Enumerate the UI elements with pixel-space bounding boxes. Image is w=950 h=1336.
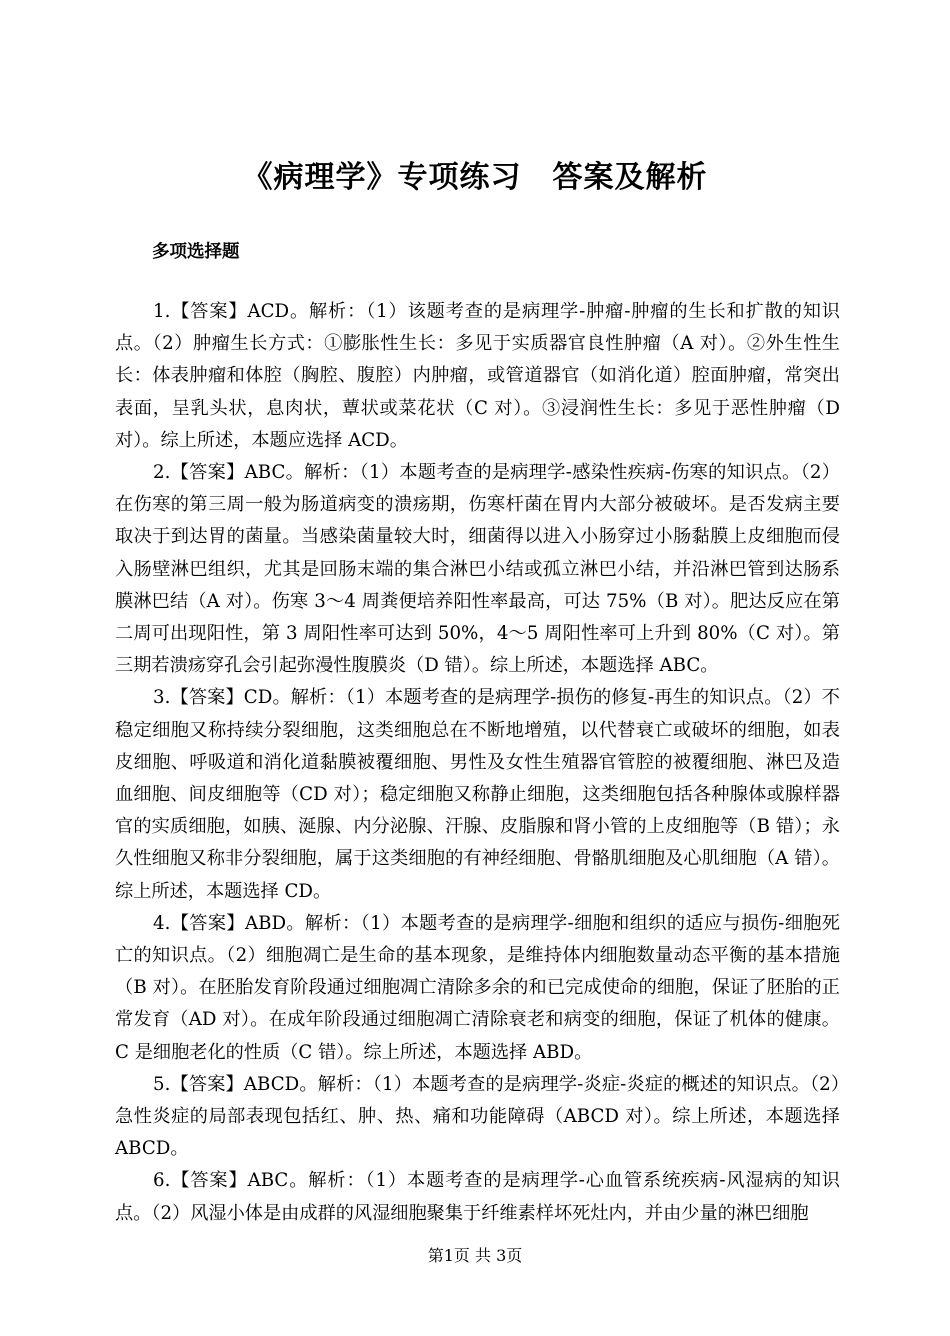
answer-paragraph-1: 1.【答案】ACD。解析：（1）该题考查的是病理学-肿瘤-肿瘤的生长和扩散的知识点。（2）肿瘤生长方式：①膨胀性生长：多见于实质器官良性肿瘤（A 对）。②外生性生长：体表肿瘤和体腔（胸腔、腹腔）内肿瘤，或管道器官（如消化道）腔面肿瘤，常突出表面，呈乳头状，息肉状，蕈状或菜花状（C 对）。③浸润性生长：多见于恶性肿瘤（D 对）。综上所述，本题应选择 ACD。 bbox=[115, 301, 840, 451]
answer-paragraph-5: 5.【答案】ABCD。解析：（1）本题考查的是病理学-炎症-炎症的概述的知识点。（2）急性炎症的局部表现包括红、肿、热、痛和功能障碍（ABCD 对）。综上所述，本题选择 ABCD。 bbox=[115, 1073, 840, 1160]
answer-paragraph-3: 3.【答案】CD。解析：（1）本题考查的是病理学-损伤的修复-再生的知识点。（2）不稳定细胞又称持续分裂细胞，这类细胞总在不断地增殖，以代替衰亡或破坏的细胞，如表皮细胞、呼吸道和消化道黏膜被覆细胞、男性及女性生殖器官管腔的被覆细胞、淋巴及造血细胞、间皮细胞等（CD 对）；稳定细胞又称静止细胞，这类细胞包括各种腺体或腺样器官的实质细胞，如胰、涎腺、内分泌腺、汗腺、皮脂腺和肾小管的上皮细胞等（B 错）；永久性细胞又称非分裂细胞，属于这类细胞的有神经细胞、骨骼肌细胞及心肌细胞（A 错）。综上所述，本题选择 CD。 bbox=[115, 687, 840, 902]
page-title: 《病理学》专项练习 答案及解析 bbox=[242, 160, 708, 195]
section-heading: 多项选择题 bbox=[152, 242, 240, 262]
answer-paragraph-6: 6.【答案】ABC。解析：（1）本题考查的是病理学-心血管系统疾病-风湿病的知识点。（2）风湿小体是由成群的风湿细胞聚集于纤维素样坏死灶内，并由少量的淋巴细胞 bbox=[115, 1170, 840, 1224]
page-footer: 第1页 共 3页 bbox=[427, 1246, 523, 1265]
answer-paragraph-4: 4.【答案】ABD。解析：（1）本题考查的是病理学-细胞和组织的适应与损伤-细胞死亡的知识点。（2）细胞凋亡是生命的基本现象，是维持体内细胞数量动态平衡的基本措施（B 对）。在胚胎发育阶段通过细胞凋亡清除多余的和已完成使命的细胞，保证了胚胎的正常发育（AD 对）。在成年阶段通过细胞凋亡清除衰老和病变的细胞，保证了机体的健康。C 是细胞老化的性质（C 错）。综上所述，本题选择 ABD。 bbox=[115, 912, 840, 1063]
answers-body bbox=[115, 296, 840, 1230]
answer-paragraph-2: 2.【答案】ABC。解析：（1）本题考查的是病理学-感染性疾病-伤寒的知识点。（2）在伤寒的第三周一般为肠道病变的溃疡期，伤寒杆菌在胃内大部分被破坏。是否发病主要取决于到达胃的菌量。当感染菌量较大时，细菌得以进入小肠穿过小肠黏膜上皮细胞而侵入肠壁淋巴组织，尤其是回肠末端的集合淋巴小结或孤立淋巴小结，并沿淋巴管到达肠系膜淋巴结（A 对）。伤寒 3～4 周粪便培养阳性率最高，可达 75%（B 对）。肥达反应在第二周可出现阳性，第 3 周阳性率可达到 50%，4～5 周阳性率可上升到 80%（C 对）。第三期若溃疡穿孔会引起弥漫性腹膜炎（D 错）。综上所述，本题选择 ABC。 bbox=[115, 462, 840, 677]
